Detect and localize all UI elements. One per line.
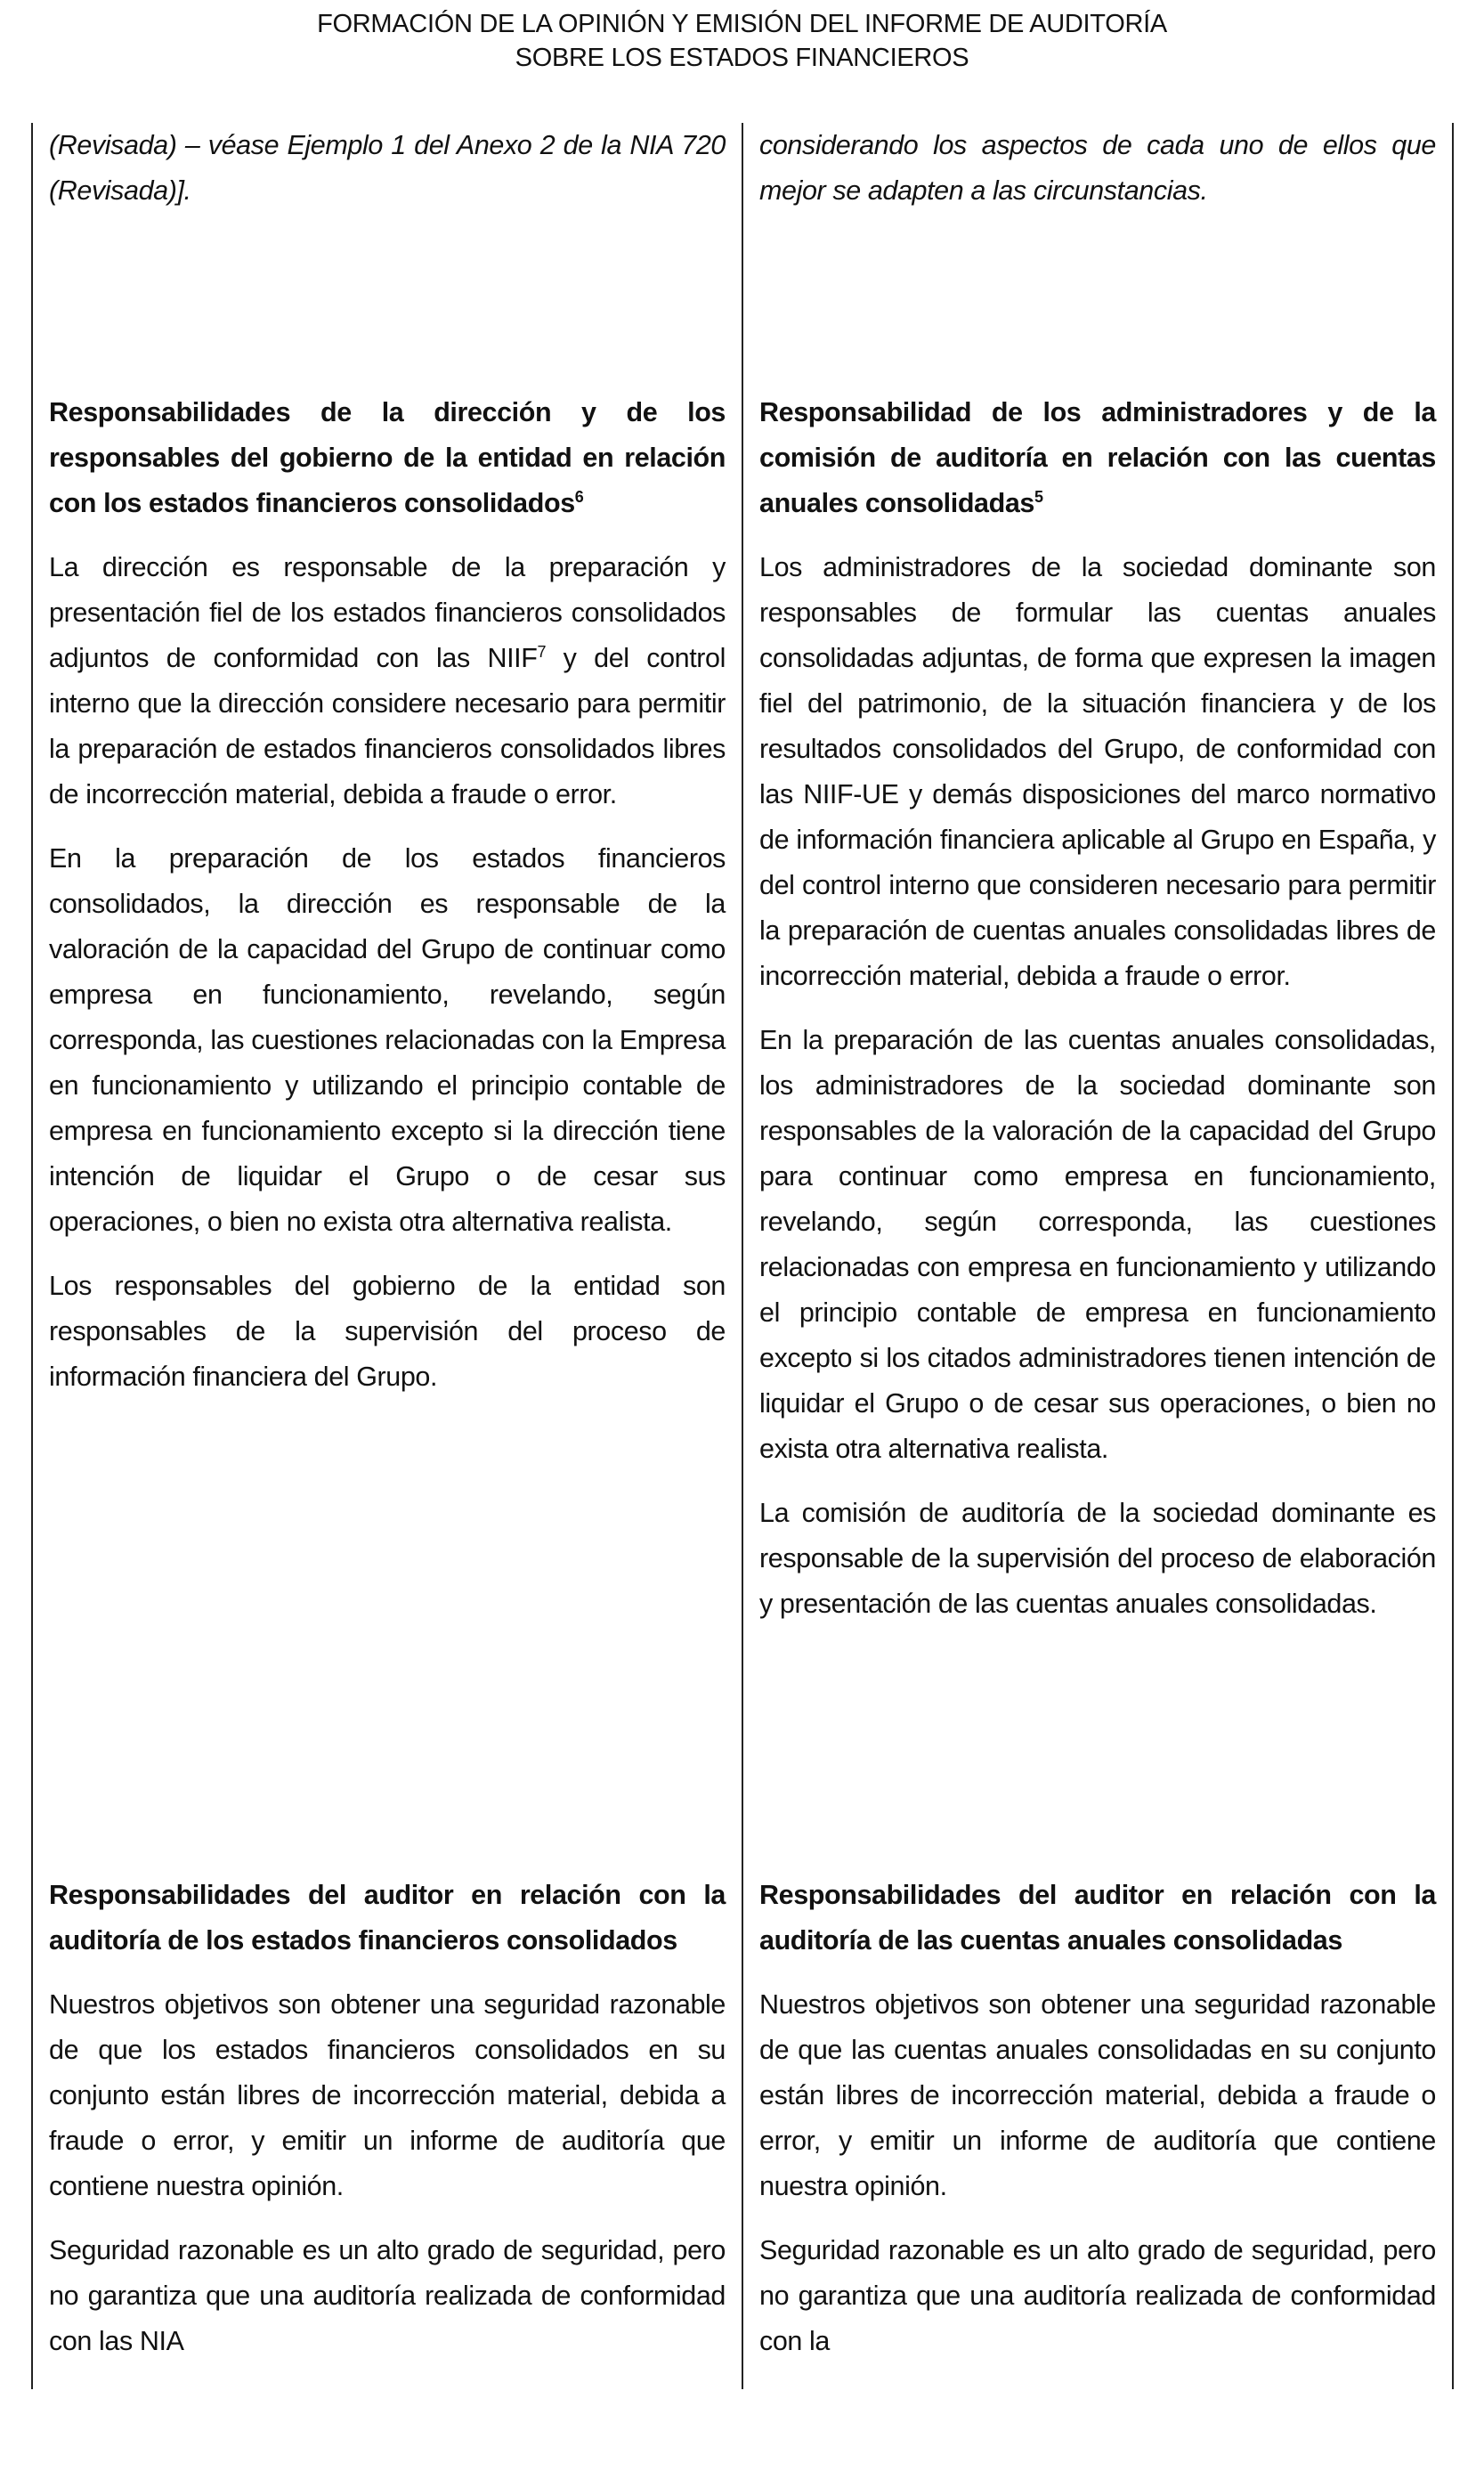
left-cell — [32, 390, 742, 1873]
right-cell — [742, 390, 1453, 1873]
heading-text: Responsabilidades de la dirección y de los responsables del gobierno de la entidad en relación con los estados financieros consolidados — [49, 397, 726, 518]
left-resp-heading — [49, 390, 726, 526]
left-resp-paragraph-1 — [49, 545, 726, 817]
right-resp-paragraph-1: Los administradores de la sociedad dominante son responsables de formular las cuentas anuales consolidadas adjuntas, de forma que expresen la imagen fiel del patrimonio, de la situación financiera y de los resultados consolidados del Grupo, de conformidad con las NIIF-UE y demás disposiciones del marco normativo de información financiera aplicable al Grupo en España, y del control interno que consideren necesario para permitir la preparación de cuentas anuales consolidadas libres de incorrección material, debida a fraude o error. — [759, 552, 1436, 991]
heading-text: Responsabilidad de los administradores y de la comisión de auditoría en relación con las cuentas anuales consolidadas — [759, 397, 1436, 518]
right-cell — [742, 1873, 1453, 2389]
left-cell — [32, 1873, 742, 2389]
left-resp-paragraph-3: Los responsables del gobierno de la entidad son responsables de la supervisión del proceso de información financiera del Grupo. — [49, 1271, 726, 1392]
para-text: y del control interno que la dirección considere necesario para permitir la preparación de estados financieros consolidados libres de incorrección material, debida a fraude o error. — [49, 643, 726, 809]
left-auditor-paragraph-1: Nuestros objetivos son obtener una seguridad razonable de que los estados financieros consolidados en su conjunto están libres de incorrección material, debida a fraude o error, y emitir un informe de auditoría que contiene nuestra opinión. — [49, 1989, 726, 2201]
left-resp-paragraph-2: En la preparación de los estados financieros consolidados, la dirección es responsable de la valoración de la capacidad del Grupo de continuar como empresa en funcionamiento, revelando, según corresponda, las cuestiones relacionadas con la Empresa en funcionamiento y utilizando el principio contable de empresa en funcionamiento excepto si la dirección tiene intención de liquidar el Grupo o de cesar sus operaciones, o bien no exista otra alternativa realista. — [49, 843, 726, 1237]
table-row — [32, 1873, 1453, 2389]
right-auditor-heading: Responsabilidades del auditor en relación con la auditoría de las cuentas anuales consolidadas — [759, 1880, 1436, 1956]
footnote-ref: 7 — [537, 642, 547, 661]
left-auditor-heading: Responsabilidades del auditor en relación con la auditoría de los estados financieros consolidados — [49, 1880, 726, 1956]
footnote-ref: 6 — [574, 487, 584, 506]
para-text: La dirección es responsable de la preparación y presentación fiel de los estados financieros consolidados adjuntos de conformidad con las NIIF — [49, 552, 726, 673]
table-row — [32, 390, 1453, 1873]
table-row — [32, 123, 1453, 390]
page-header — [0, 7, 1484, 75]
left-cell — [32, 123, 742, 390]
left-intro: (Revisada) – véase Ejemplo 1 del Anexo 2 de la NIA 720 (Revisada)]. — [49, 130, 726, 206]
header-line-2: SOBRE LOS ESTADOS FINANCIEROS — [515, 44, 969, 72]
right-resp-heading — [759, 390, 1436, 526]
footnote-ref: 5 — [1034, 487, 1043, 506]
right-cell — [742, 123, 1453, 390]
right-auditor-paragraph-2: Seguridad razonable es un alto grado de seguridad, pero no garantiza que una auditoría realizada de conformidad con la — [759, 2235, 1436, 2356]
right-resp-paragraph-3: La comisión de auditoría de la sociedad dominante es responsable de la supervisión del proceso de elaboración y presentación de las cuentas anuales consolidadas. — [759, 1498, 1436, 1619]
right-auditor-paragraph-1: Nuestros objetivos son obtener una seguridad razonable de que las cuentas anuales consolidadas en su conjunto están libres de incorrección material, debida a fraude o error, y emitir un informe de auditoría que contiene nuestra opinión. — [759, 1989, 1436, 2201]
comparison-table — [31, 123, 1454, 2389]
left-auditor-paragraph-2: Seguridad razonable es un alto grado de seguridad, pero no garantiza que una auditoría realizada de conformidad con las NIA — [49, 2235, 726, 2356]
right-intro: considerando los aspectos de cada uno de ellos que mejor se adapten a las circunstancias. — [759, 130, 1436, 206]
right-resp-paragraph-2: En la preparación de las cuentas anuales consolidadas, los administradores de la sociedad dominante son responsables de la valoración de la capacidad del Grupo para continuar como empresa en funcionamiento, revelando, según corresponda, las cuestiones relacionadas con empresa en funcionamiento y utilizando el principio contable de empresa en funcionamiento excepto si los citados administradores tienen intención de liquidar el Grupo o de cesar sus operaciones, o bien no exista otra alternativa realista. — [759, 1025, 1436, 1464]
header-line-1: FORMACIÓN DE LA OPINIÓN Y EMISIÓN DEL INFORME DE AUDITORÍA — [317, 10, 1167, 38]
